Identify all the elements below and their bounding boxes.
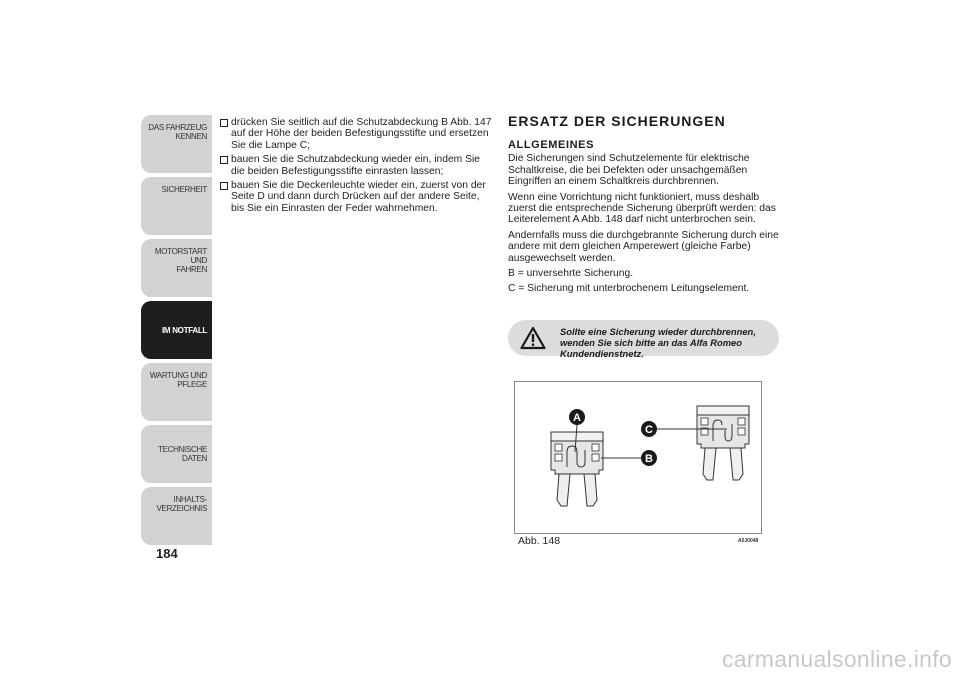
callout-b bbox=[641, 450, 657, 466]
svg-text:C: C bbox=[645, 424, 653, 436]
blown-fuse bbox=[697, 406, 749, 480]
tab-inhaltsverzeichnis[interactable]: INHALTS- VERZEICHNIS bbox=[141, 487, 212, 545]
svg-text:B: B bbox=[645, 453, 653, 465]
list-item-text: bauen Sie die Schutzabdeckung wieder ein, indem Sie die beiden Befestigungsstifte einrasten lassen; bbox=[231, 154, 481, 177]
paragraph: C = Sicherung mit unterbrochenem Leitungselement. bbox=[508, 283, 750, 295]
list-item bbox=[220, 117, 492, 151]
checkbox-bullet-icon bbox=[220, 182, 228, 190]
tab-wartung-und-pflege[interactable]: WARTUNG UND PFLEGE bbox=[141, 363, 212, 421]
figure-code: A0J0048 bbox=[738, 538, 759, 544]
subsection-title: ALLGEMEINES bbox=[508, 139, 595, 151]
watermark: carmanualsonline.info bbox=[721, 646, 952, 672]
tab-motorstart-und-fahren[interactable]: MOTORSTART UND FAHREN bbox=[141, 239, 212, 297]
tab-sicherheit[interactable]: SICHERHEIT bbox=[141, 177, 212, 235]
callout-c bbox=[641, 421, 657, 437]
paragraph: Andernfalls muss die durchgebrannte Sicherung durch eine andere mit dem gleichen Amperewert (gleiche Farbe) ausgewechselt werden. bbox=[508, 229, 779, 264]
checkbox-bullet-icon bbox=[220, 156, 228, 164]
list-item-text: drücken Sie seitlich auf die Schutzabdeckung B Abb. 147 auf der Höhe der beiden Befestigungsstifte und ersetzen Sie die Lampe C; bbox=[231, 117, 492, 151]
svg-text:A: A bbox=[573, 412, 581, 424]
list-item bbox=[220, 180, 492, 214]
paragraph: Die Sicherungen sind Schutzelemente für elektrische Schaltkreise, die bei Defekten oder unsachgemäßen Eingriffen an einem Schaltkreis durchbrennen. bbox=[508, 153, 750, 188]
list-item-text: bauen Sie die Deckenleuchte wieder ein, zuerst von der Seite D und dann durch Drücken auf der andere Seite, bis Sie ein Einrasten der Feder wahrnehmen. bbox=[231, 180, 486, 214]
warning-text: Sollte eine Sicherung wieder durchbrennen, wenden Sie sich bitte an das Alfa Romeo Kundendienstnetz. bbox=[560, 326, 756, 359]
warning-triangle-icon bbox=[520, 326, 546, 350]
callout-a bbox=[569, 409, 585, 425]
figure-caption: Abb. 148 bbox=[518, 535, 561, 547]
section-title: ERSATZ DER SICHERUNGEN bbox=[508, 113, 726, 129]
intact-fuse bbox=[551, 432, 603, 506]
page-number: 184 bbox=[156, 546, 178, 561]
paragraph: Wenn eine Vorrichtung nicht funktioniert, muss deshalb zuerst die entsprechende Sicherung überprüft werden: das Leiterelement A Abb. 148 darf nicht unterbrochen sein. bbox=[508, 191, 776, 226]
tab-das-fahrzeug-kennen[interactable]: DAS FAHRZEUG KENNEN bbox=[141, 115, 212, 173]
tab-im-notfall[interactable]: IM NOTFALL bbox=[141, 301, 212, 359]
fuse-illustration bbox=[515, 382, 761, 533]
left-column bbox=[220, 117, 492, 217]
paragraph: B = unversehrte Sicherung. bbox=[508, 268, 634, 280]
checkbox-bullet-icon bbox=[220, 119, 228, 127]
right-column bbox=[508, 112, 783, 299]
fuse-figure bbox=[514, 381, 762, 534]
warning-box bbox=[508, 320, 779, 359]
list-item bbox=[220, 154, 492, 177]
tab-technische-daten[interactable]: TECHNISCHE DATEN bbox=[141, 425, 212, 483]
